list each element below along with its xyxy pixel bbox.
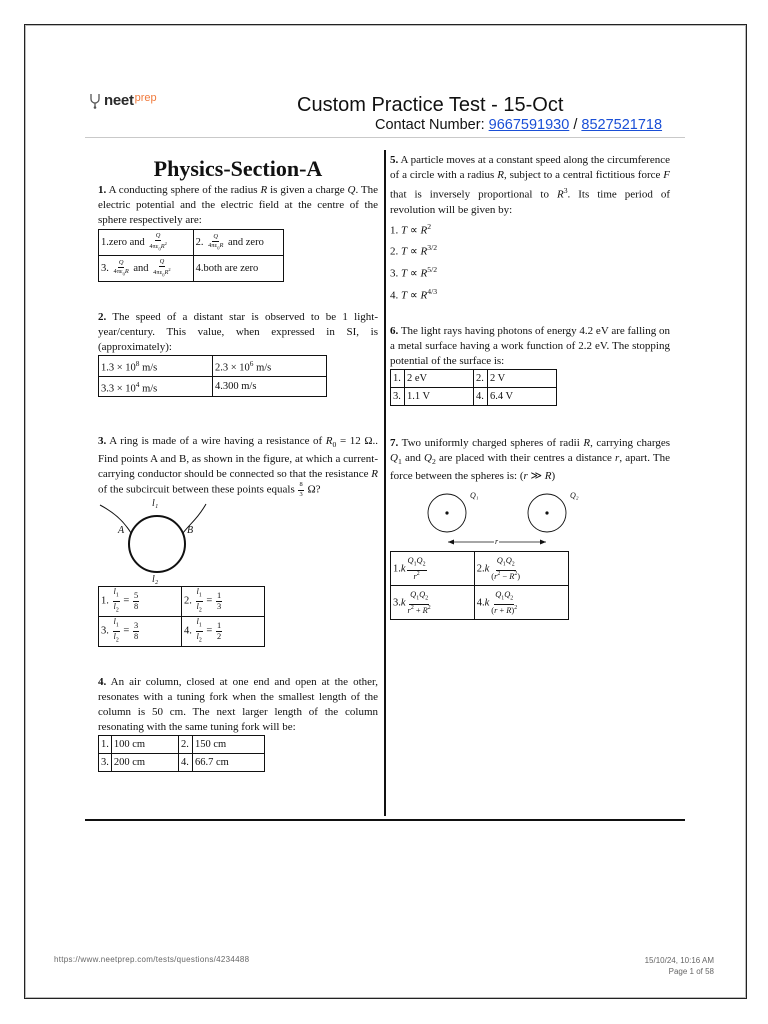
- option-number: 2.: [390, 245, 399, 258]
- option-2[interactable]: 2. $T \propto R^{3/2}$: [390, 243, 438, 258]
- question-text: . Find points A and B, as shown in the figure, at which a current-carrying conductor should be connected so that the resistance: [98, 435, 378, 481]
- question-number: 1.: [98, 184, 107, 196]
- formula: $\frac{l_1}{l_2}$: [113, 617, 119, 644]
- formula: $\frac{l_1}{l_2}$: [113, 587, 119, 614]
- option-3[interactable]: 3. $T \propto R^{5/2}$: [390, 264, 438, 280]
- question-text: The light rays having photons of energy 4.2 eV are falling on a metal surface having a work function of 2.2 eV. The stopping potential of the surface is:: [390, 325, 670, 368]
- question-number: 7.: [390, 437, 399, 450]
- option-1[interactable]: 100 cm: [111, 736, 178, 754]
- question-text: An air column, closed at one end and open at the other, resonates with a tuning fork when the smallest length of the column is 50 cm. The next larger length of the column resonating with the same tuning fork will be:: [98, 676, 378, 733]
- options-table: [98, 735, 265, 772]
- question-text: is given a charge: [270, 184, 345, 196]
- question-text: . The electric potential and the electric field at the centre of the sphere respectively are:: [98, 184, 379, 226]
- formula: $\frac{Q_1Q_2}{r^2 + R^2}$: [407, 590, 431, 615]
- label-a: A: [118, 525, 125, 536]
- left-column: [98, 153, 378, 772]
- question-number: 2.: [98, 311, 107, 323]
- option-text: both are zero: [203, 263, 259, 274]
- formula: $\frac{l_1}{l_2}$: [196, 617, 202, 644]
- option-4[interactable]: 6.4 V: [488, 388, 557, 406]
- label-l2: l₂: [152, 574, 159, 585]
- option-number: 1.: [101, 362, 109, 374]
- question-text: A ring is made of a wire having a resistance of: [109, 435, 323, 447]
- header-divider: [85, 137, 685, 138]
- right-column: [390, 153, 670, 620]
- formula: $\frac{Q_1Q_2}{(r^2 - R^2)}$: [491, 556, 521, 581]
- option-3-number: 3.: [99, 754, 112, 772]
- option-4[interactable]: 4. $T \propto R^{4/3}$: [390, 286, 438, 302]
- test-title: Custom Practice Test - 15-Oct: [297, 94, 564, 116]
- question-2: [98, 310, 378, 355]
- option-4-number: 4.: [179, 754, 193, 772]
- formula: $\frac{l_1}{l_2}$: [196, 587, 202, 614]
- option-number: 3.: [390, 267, 399, 280]
- question-4: [98, 675, 378, 735]
- option-3[interactable]: 3. $\frac{l_1}{l_2}$ = $\frac{3}{8}$: [99, 617, 182, 647]
- option-4[interactable]: 4.k $\frac{Q_1Q_2}{(r + R)^2}$: [474, 586, 568, 620]
- option-number: 1.: [101, 236, 109, 248]
- option-2[interactable]: [193, 230, 283, 256]
- footer-page-number: Page 1 of 58: [668, 967, 714, 976]
- option-2-number: 2.: [474, 370, 488, 388]
- phone-separator: /: [573, 117, 578, 133]
- option-number: 1.: [101, 595, 109, 607]
- question-text: , subject to a central fictitious force: [503, 169, 661, 181]
- option-1[interactable]: 1. $\frac{l_1}{l_2}$ = $\frac{5}{8}$: [99, 587, 182, 617]
- formula: $\frac{Q}{4\pi\varepsilon_0R}$: [113, 258, 129, 277]
- options-table: [98, 355, 327, 397]
- option-1[interactable]: 2 eV: [405, 370, 474, 388]
- section-title: Physics-Section-A: [153, 156, 323, 181]
- option-number: 4.: [184, 625, 192, 637]
- options-table: [390, 369, 557, 406]
- option-number: 2.: [195, 236, 204, 248]
- contact-label: Contact Number:: [375, 117, 485, 133]
- option-number: 1.: [393, 563, 401, 575]
- option-number: 4.: [390, 289, 399, 302]
- option-number: 4.: [195, 263, 204, 274]
- option-2[interactable]: 150 cm: [193, 736, 265, 754]
- label-l1: l₁: [152, 498, 159, 509]
- question-number: 3.: [98, 435, 107, 447]
- option-4[interactable]: [193, 256, 283, 282]
- option-number: 2.: [215, 362, 223, 374]
- option-3[interactable]: [99, 256, 194, 282]
- label-r: r: [494, 534, 499, 549]
- formula: $\frac{1}{2}$: [216, 620, 222, 641]
- formula: $\frac{Q}{4\pi\varepsilon_0R^2}$: [153, 257, 171, 278]
- option-3[interactable]: 3.k $\frac{Q_1Q_2}{r^2 + R^2}$: [391, 586, 475, 620]
- footer-url[interactable]: https://www.neetprep.com/tests/questions/4234488: [54, 955, 250, 964]
- option-1[interactable]: $1.3 \times 10^8$ m/s: [99, 356, 213, 377]
- option-number: 4.: [476, 597, 485, 609]
- option-number: 3.: [101, 262, 109, 274]
- option-text: and: [133, 262, 149, 274]
- option-3[interactable]: 200 cm: [111, 754, 178, 772]
- question-5: 5. A particle moves at a constant speed along the circumference of a circle with a radius R, subject to a central fictitious force F that is inversely proportional to $R^3$. Its time period of revolution will be given by:: [390, 154, 671, 216]
- question-text: that is inversely proportional to: [390, 188, 549, 201]
- question-text: , apart. The force between the spheres is:: [390, 452, 671, 483]
- option-1-number: 1.: [99, 736, 112, 754]
- formula: $\frac{Q_1Q_2}{r^2}$: [407, 556, 426, 581]
- option-2[interactable]: $2.3 \times 10^6$ m/s: [213, 356, 327, 377]
- question-number: 4.: [98, 676, 107, 688]
- option-2[interactable]: 2.k $\frac{Q_1Q_2}{(r^2 - R^2)}$: [474, 552, 568, 586]
- options-table: [98, 229, 284, 282]
- logo-neet-text: neet: [104, 92, 134, 109]
- label-q2: Q₂: [570, 491, 579, 501]
- question-text: , carrying charges: [590, 437, 671, 450]
- option-4[interactable]: [213, 376, 327, 397]
- question-number: 6.: [390, 325, 399, 338]
- formula: $\frac{8}{3}$: [299, 481, 303, 498]
- formula: $\frac{1}{3}$: [216, 590, 222, 611]
- formula: $\frac{Q}{4\pi\varepsilon_0R^2}$: [149, 231, 167, 252]
- option-1[interactable]: 1. $T \propto R^2$: [390, 221, 432, 237]
- question-text: A conducting sphere of the radius: [108, 184, 258, 196]
- question-7: 7. Two uniformly charged spheres of radii R, carrying charges $Q_1$ and $Q_2$ are placed with their centres a distance r, apart. The force between the spheres is: (r ≫ R): [390, 437, 671, 483]
- phone-link-1[interactable]: 9667591930: [488, 117, 570, 133]
- option-4-number: 4.: [474, 388, 488, 406]
- question-6: [390, 324, 670, 369]
- formula: $\frac{3}{8}$: [133, 620, 139, 641]
- option-3-number: 3.: [391, 388, 405, 406]
- option-number: 1.: [390, 224, 399, 237]
- formula: $\frac{Q_1Q_2}{(r + R)^2}$: [491, 590, 518, 615]
- option-1[interactable]: [99, 230, 194, 256]
- logo-prep-text: prep: [134, 91, 157, 104]
- question-text: The speed of a distant star is observed to be 1 light-year/century. This value, when expressed in SI, is (approximately):: [98, 311, 378, 353]
- option-4[interactable]: 4. $\frac{l_1}{l_2}$ = $\frac{1}{2}$: [182, 617, 265, 647]
- question-3: 3. A ring is made of a wire having a resistance of $R_0 = 12$ Ω.. Find points A and B, as shown in the figure, at which a current-carrying conductor should be connected so that the resistance R of the subcircuit between these points equals $\frac{8}{3}$ Ω?: [98, 435, 379, 498]
- option-2-number: 2.: [179, 736, 193, 754]
- question-number: 5.: [390, 154, 399, 166]
- contact-line: [375, 117, 662, 133]
- formula: $\frac{Q}{4\pi\varepsilon_0R}$: [208, 232, 224, 251]
- question-text: are placed with their centres a distance: [439, 452, 612, 465]
- spheres-figure: [390, 486, 590, 550]
- option-number: 4.: [215, 380, 223, 392]
- question-text: . Its time period of revolution will be given by:: [390, 188, 671, 216]
- ring-figure: [98, 500, 208, 584]
- footer-datetime: 15/10/24, 10:16 AM: [644, 956, 714, 965]
- option-number: 3.: [393, 597, 401, 609]
- question-text: A particle moves at a constant speed along the circumference of a circle with a radius: [390, 154, 670, 181]
- footer-meta: [645, 955, 714, 977]
- option-text: and zero: [227, 236, 264, 248]
- stethoscope-icon: [89, 93, 101, 109]
- question-text: of the subcircuit between these points equals: [98, 483, 295, 496]
- question-text: and: [404, 452, 421, 465]
- options-table: [390, 551, 569, 620]
- option-text: 300 m/s: [222, 380, 257, 392]
- label-q1: Q₁: [470, 491, 479, 501]
- option-1[interactable]: 1.k $\frac{Q_1Q_2}{r^2}$: [391, 552, 475, 586]
- option-3[interactable]: $3.3 \times 10^4$ m/s: [99, 376, 213, 397]
- phone-link-2[interactable]: 8527521718: [581, 117, 663, 133]
- option-number: 3.: [101, 383, 109, 394]
- option-1-number: 1.: [391, 370, 405, 388]
- option-number: 2.: [476, 563, 485, 575]
- neetprep-logo[interactable]: [89, 92, 157, 109]
- bottom-divider: [85, 819, 685, 821]
- options-table: [98, 586, 265, 647]
- option-4[interactable]: 66.7 cm: [193, 754, 265, 772]
- column-divider: [384, 150, 386, 816]
- option-2[interactable]: 2 V: [488, 370, 557, 388]
- label-b: B: [187, 525, 194, 536]
- option-number: 3.: [101, 625, 109, 637]
- option-2[interactable]: 2. $\frac{l_1}{l_2}$ = $\frac{1}{3}$: [182, 587, 265, 617]
- option-number: 2.: [184, 595, 192, 607]
- question-1: 1. A conducting sphere of the radius R is given a charge Q. The electric potential and the electric field at the centre of the sphere respectively are:: [98, 184, 379, 226]
- option-3[interactable]: 1.1 V: [405, 388, 474, 406]
- option-text: zero and: [108, 236, 145, 248]
- formula: $\frac{5}{8}$: [133, 590, 139, 611]
- question-text: Two uniformly charged spheres of radii: [401, 437, 580, 450]
- spheres-diagram: [390, 486, 590, 550]
